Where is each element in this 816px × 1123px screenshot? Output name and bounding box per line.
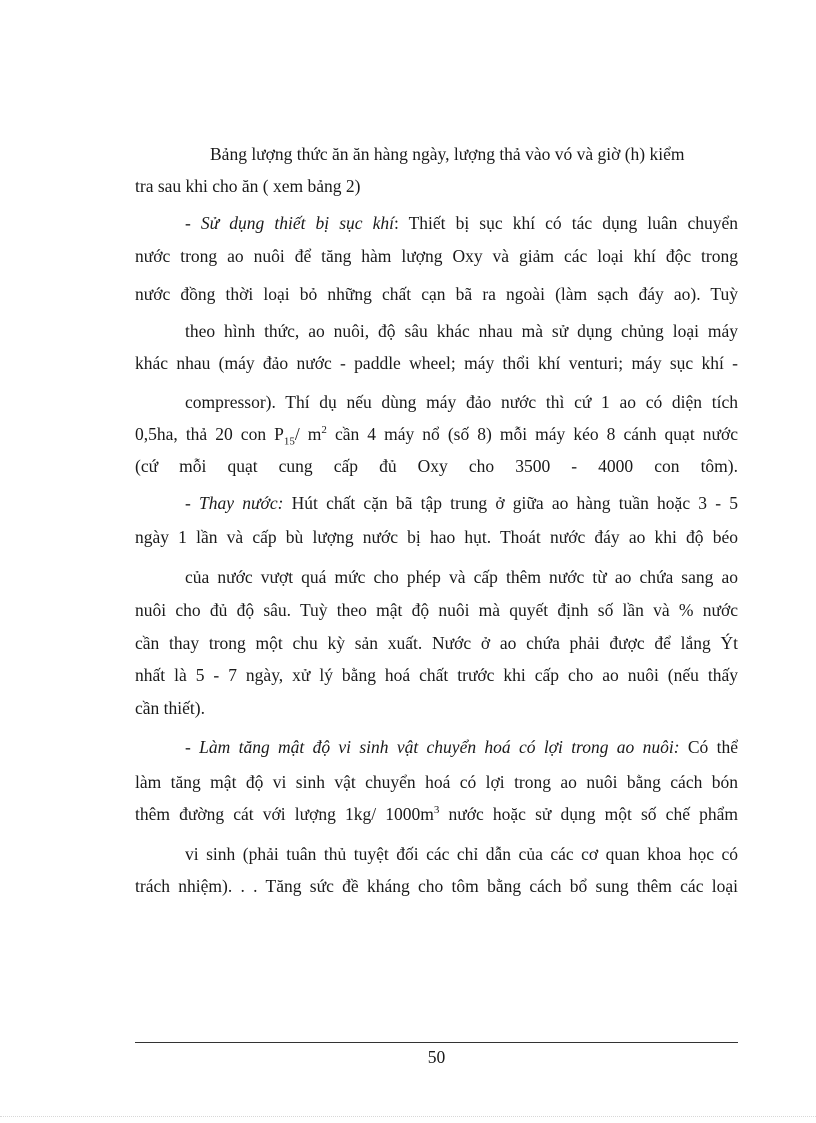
superscript: 3 bbox=[433, 804, 440, 817]
text: khác nhau (máy đảo nước - paddle wheel; máy thổi khí venturi; máy sục khí - bbox=[135, 353, 738, 373]
text: làm tăng mật độ vi sinh vật chuyển hoá có lợi trong ao nuôi bằng cách bón bbox=[135, 772, 738, 792]
paragraph1-line1 bbox=[210, 143, 738, 165]
text: nước đồng thời loại bỏ những chất cạn bã ra ngoài (làm sạch đáy ao). Tuỳ bbox=[135, 284, 738, 304]
footer-rule bbox=[135, 1042, 738, 1043]
text: / m bbox=[294, 424, 322, 444]
text: (cứ mỗi quạt cung cấp đủ Oxy cho 3500 - 4000 con tôm). bbox=[135, 456, 738, 476]
paragraph3-line5 bbox=[135, 632, 738, 654]
paragraph2-line1 bbox=[185, 212, 738, 234]
paragraph3-line6 bbox=[135, 664, 738, 686]
paragraph2-line2 bbox=[135, 245, 738, 267]
paragraph1-line2 bbox=[135, 175, 738, 197]
paragraph3-line7 bbox=[135, 697, 738, 719]
paragraph2-line7 bbox=[135, 423, 738, 448]
paragraph4-line3 bbox=[135, 803, 738, 825]
paragraph4-line1 bbox=[185, 736, 738, 758]
paragraph4-line2 bbox=[135, 771, 738, 793]
text: nước hoặc sử dụng một số chế phẩm bbox=[439, 804, 738, 824]
paragraph3-line2 bbox=[135, 526, 738, 548]
text: thêm đường cát với lượng 1kg/ 1000m bbox=[135, 804, 434, 824]
page-number: 50 bbox=[427, 1047, 446, 1067]
text: compressor). Thí dụ nếu dùng máy đảo nước thì cứ 1 ao có diện tích bbox=[185, 392, 738, 412]
text: tra sau khi cho ăn ( xem bảng 2) bbox=[135, 176, 361, 196]
text: Có thể bbox=[679, 737, 738, 757]
text: ngày 1 lần và cấp bù lượng nước bị hao hụt. Thoát nước đáy ao khi độ béo bbox=[135, 527, 738, 547]
page-edge-divider bbox=[0, 1116, 816, 1117]
text: nuôi cho đủ độ sâu. Tuỳ theo mật độ nuôi mà quyết định số lần và % nước bbox=[135, 600, 738, 620]
paragraph4-line4 bbox=[185, 843, 738, 865]
text: vi sinh (phải tuân thủ tuyệt đối các chỉ dẫn của các cơ quan khoa học có bbox=[185, 844, 738, 864]
paragraph2-line3 bbox=[135, 283, 738, 305]
paragraph3-line3 bbox=[185, 566, 738, 588]
paragraph2-line8 bbox=[135, 455, 738, 477]
paragraph4-line5 bbox=[135, 875, 738, 897]
text: trách nhiệm). . . Tăng sức đề kháng cho tôm bằng cách bổ sung thêm các loại bbox=[135, 876, 738, 896]
paragraph2-line6 bbox=[185, 391, 738, 413]
text: cần thiết). bbox=[135, 698, 205, 718]
superscript: 2 bbox=[321, 424, 327, 437]
paragraph2-line4 bbox=[185, 320, 738, 342]
text: nước trong ao nuôi để tăng hàm lượng Oxy và giảm các loại khí độc trong bbox=[135, 246, 738, 266]
text: 0,5ha, thả 20 con P bbox=[135, 424, 284, 444]
subscript: 15 bbox=[283, 435, 295, 448]
section-heading: - Làm tăng mật độ vi sinh vật chuyển hoá có lợi trong ao nuôi: bbox=[185, 737, 680, 757]
paragraph3-line4 bbox=[135, 599, 738, 621]
text: Hút chất cặn bã tập trung ở giữa ao hàng tuần hoặc 3 - 5 bbox=[283, 493, 738, 513]
text: cần 4 máy nổ (số 8) mỗi máy kéo 8 cánh quạt nước bbox=[326, 424, 738, 444]
text: của nước vượt quá mức cho phép và cấp thêm nước từ ao chứa sang ao bbox=[185, 567, 738, 587]
paragraph3-line1 bbox=[185, 492, 738, 514]
section-heading: - Sử dụng thiết bị sục khí bbox=[185, 213, 394, 233]
text: nhất là 5 - 7 ngày, xử lý bằng hoá chất trước khi cấp cho ao nuôi (nếu thấy bbox=[135, 665, 738, 685]
paragraph2-line5 bbox=[135, 352, 738, 374]
section-heading: - Thay nước: bbox=[185, 493, 284, 513]
text: : Thiết bị sục khí có tác dụng luân chuyển bbox=[393, 213, 738, 233]
text: Bảng lượng thức ăn ăn hàng ngày, lượng thả vào vó và giờ (h) kiểm bbox=[210, 144, 685, 164]
text: theo hình thức, ao nuôi, độ sâu khác nhau mà sử dụng chủng loại máy bbox=[185, 321, 738, 341]
text: cần thay trong một chu kỳ sản xuất. Nước ở ao chứa phải được để lắng Ýt bbox=[135, 633, 738, 653]
